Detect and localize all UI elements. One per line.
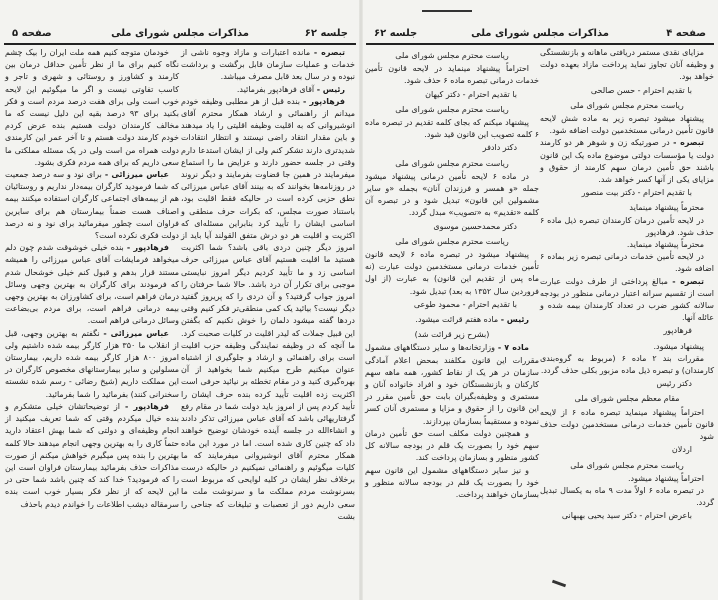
paragraph — [365, 63, 539, 87]
speaker-name: تبصره - — [673, 138, 704, 148]
paragraph-text: احتراماً پیشنهاد میشود. — [628, 473, 704, 483]
session-number: جلسه ۶۲ — [374, 28, 418, 39]
paragraph-text: با تقدیم احترام - دکتر کیهان — [425, 89, 517, 99]
signature-line — [365, 221, 539, 233]
paragraph-text: احتراماً پیشنهاد مینماید تبصره ماده ۶ از لایحه قانون تأمین خدمات درمانی مستخدمین دولت حذف شود — [540, 407, 714, 442]
paragraph — [540, 239, 714, 251]
signature-line — [365, 142, 539, 154]
paragraph-text: و همچنین دولت مکلف است حق تأمین درمان سهم خود را بصورت یک قلم در بودجه سالانه کل کشور منظور و بسازمان پرداخت کند. — [365, 428, 539, 463]
paragraph-text: در صورتیکه زن و شوهر هر دو کارمند دولت یا مؤسسات دولتی موضوع ماده یک این قانون باشند حق تأمین درمان سهم کارمند از حقوق و مزایای یکی از آنها کسر خواهد شد. — [540, 138, 714, 185]
paragraph-text: مقررات بند ۲ ماده ۶ (مربوط به گروه‌بندی کارمندان) و تبصره ذیل ماده مزبور بکلی حذف گردد. — [540, 353, 714, 376]
address-heading — [365, 236, 539, 248]
page-number: صفحه ۵ — [12, 28, 52, 39]
paragraph-text: مقام معظم مجلس شورای ملی — [574, 394, 680, 404]
address-heading — [365, 158, 539, 170]
address-heading — [540, 100, 714, 112]
page-number: صفحه ۴ — [666, 28, 706, 39]
paragraph — [365, 171, 539, 220]
address-heading — [540, 460, 714, 472]
address-heading — [365, 329, 539, 341]
paragraph-text: با تقدیم احترام - حسن صالحی — [590, 85, 692, 95]
paragraph-text: پیشنهاد میشود تبصره زیر به ماده شش لایحه قانون تأمین درمانی مستخدمین دولت اضافه شود. — [540, 114, 714, 136]
paragraph-text: در لایحه تأمین خدمات درمانی تبصره زیر بماده ۶ اضافه شود. — [540, 252, 714, 274]
text-column-right — [540, 47, 714, 526]
text-column-left — [365, 47, 539, 501]
paragraph — [540, 341, 714, 353]
signature-line — [540, 187, 714, 199]
speaker-name: رئیس - — [500, 315, 529, 325]
paragraph-text: نگفتم به بهترین وجهی، قبل از انقلاب ما ۳۵۰ هزار کارگر بیمه شده داشتیم ولی امروز ۸۰۰ هزار کارگر بیمه شده داریم، بیمارستان مسلولین و سایر بیمارستانهای مخصوص کارگران در این مملکت داریم (شیخ رضائی - رسم شده نشسته سخنرانی کنند) بفرمائید را شما بفرمائید. — [5, 328, 179, 399]
paragraph-text: پیشنهاد میکنم که بجای کلمه تقدیم در تبصره ماده ۶ کلمه تصویب این قانون قید شود. — [365, 118, 539, 140]
paragraph-text: ریاست محترم مجلس شورای ملی — [395, 104, 509, 114]
paragraph-text: وزارتخانه‌ها و سایر دستگاههای مشمول مقررات این قانون مکلفند بمحض اعلام آمادگی سازمان در هر یک از نقاط کشور، همه ماهه سهم کارکنان و بازنشستگان خود و افراد خانواده آنان و مستمری و وظیفه‌بگیران بابت حق تأمین مقرر در این قانون را از حقوق و مزایا و مستمری آنان کسر نموده و مستقیماً بسازمان بپردازند. — [365, 343, 539, 426]
paragraph-text: پیشنهاد میشود. — [653, 341, 704, 351]
paragraph-text: برای نود و سه درصد جمعیت که شما فرمودید کارگران بیمه‌دار نداریم و روستائیان هم از بیمه‌های اجتماعی کارگران استفاده میکنند بیمه اصناف هست ضمناً بیمارستان هم برای سایرین فراوان است چطور میفرمائید برای نود و نه درصد دولت فکری نکرده است؟ — [5, 170, 179, 241]
paragraph — [5, 328, 179, 401]
paragraph-text: بنده قبل از هر مطلبی وظیفه خودم میدانم از راهنمائی و ارشاد همکار محترم آقای انوشیروانی که به اقلیت وظیفه اقلیتی را یاد میدهند و باین مقدار انتقاد راضی نیستند و انتظار انتقادات شدیدتری دارند تشکر کنم ولی از ایشان استدعا دارم وقتی در جلسه حضور دارند و عرایض ما را استماع میفرمایند در همین جا قضاوت بفرمایند و دیگر نروند در روزنامه‌ها بخوانند که به بینند آقای عباس میرزائی نطق حزبی کرده است در حالیکه فقط اقلیت بود، باستناد صورت مجلس، که بکرات حرف منطقی و اساسی ایشان را تأیید کرد بنابراین مسئله‌ای که اکثریت و اقلیت هر دو درش متفق القولند آیا باید از امروز دیگر چنین دردی باقی باشد؟ شما اکثریت هستید ما اقلیت هستیم آقای عباس میرزائی حرف اساسی زد و ما تأیید کردیم دیگر امروز نبایستی موجبی برای تکرار آن درد باشد. حالا شما حرفتان را امروز جواب گرفتید؟ و آن دردی را که پریروز گفتید دیگر نیست؟ بیائید یک کمی منطقی‌تر فکر کنیم وقتی دردها گفته میشود دلمان را خوش نکنیم که بگفتن این قبیل جملات که لیدر اقلیت در کلیات صحبت کرد. ما آنچه که در وظیفه نمایندگی وظیفه حزب اقلیت است برای راهنمائی و ارشاد و جلوگیری از اشتباه عنوان میکنیم طرح میکنیم شما بخواهید از آن بهره‌گیری کنید و در مقام تخطئه بر نیائید حرفی است اکثریت زده اقلیت تأیید کرده بنده حرف ایشان را تأیید کردم پس از امروز باید دولت شما در مقام رفع گرفتاریهائی باشد که آقای عباس میرزائی تذکر دادند و انشاءالله در جلسه آینده خودشان توضیح خواهند داد که چنین کاری شده است. اما در مورد این ماده همکار محترم آقای انوشیروانی میفرمایند که ما کلیات میگوئیم و راهنمائی نمیکنیم در حالیکه درست برخلاف نظر ایشان در کلیه لوایحی که مربوط است بسرنوشت مردم مملکت ما و سرنوشت ملت ما سعی داریم دور از تعصبات و تبلیغات که جناحی را بشت — [181, 96, 355, 521]
paragraph-text: از توضیحاتشان خیلی متشکرم و بنده خیال میکردم وقتی که شما تعریف میکنید از انجام وظیفه‌ای و دولتی که شما بهش اعتقاد دارید حتماً کاری را به بهترین وجهی انجام میدهند حالا کلمه بهترین را بنده پس میگیرم خواهش میکنم از صورت مذاکرات حذف بفرمائید بیمارستان فراوان است این را که فرمودید؟ خدا کند که چنین باشد شما حتی در این لایحه که از نظر فکر بسیار خوب است بنده سرمقاله دیشب اطلاعات را خواندم دیدم باحذف — [5, 401, 179, 509]
book-gutter — [359, 0, 363, 600]
paragraph — [540, 137, 714, 186]
paragraph-text: ریاست محترم مجلس شورای ملی — [395, 51, 509, 60]
paragraph — [540, 276, 714, 325]
paragraph — [540, 485, 714, 509]
speaker-name: تبصره - — [313, 48, 345, 57]
signature-line — [540, 378, 714, 390]
speaker-name: رئیس - — [316, 84, 345, 94]
paragraph — [5, 47, 179, 169]
paragraph — [365, 249, 539, 298]
paragraph — [5, 169, 179, 242]
paragraph — [540, 47, 714, 84]
paragraph-text: فرهادپور — [663, 326, 692, 336]
paragraph-text: ریاست محترم مجلس شورای ملی — [570, 100, 684, 110]
session-number: جلسه ۶۲ — [304, 28, 348, 39]
paragraph — [5, 401, 179, 511]
paragraph-text: دکتر محمدحسین موسوی — [433, 221, 517, 231]
paragraph-text: با تقدیم احترام - محمود طوعی — [413, 299, 517, 309]
signature-line — [365, 299, 539, 311]
speaker-name: فرهادپور - — [302, 96, 345, 106]
address-heading — [365, 104, 539, 116]
paragraph — [540, 251, 714, 275]
paragraph-text: محترماً پیشنهاد مینماید — [629, 203, 704, 213]
paragraph-text: و نیز سایر دستگاههای مشمول این قانون سهم خود را بصورت یک قلم در بودجه سالانه منظور و بسازمان خواهند پرداخت. — [365, 465, 539, 499]
publication-title: مذاکرات مجلس شورای ملی — [471, 28, 609, 39]
page-header — [368, 28, 712, 42]
signature-line — [365, 89, 539, 101]
paragraph — [540, 473, 714, 485]
publication-title: مذاکرات مجلس شورای ملی — [111, 28, 249, 39]
paragraph-text: ماده هفتم قرائت میشود. — [415, 315, 501, 325]
scan-mark — [422, 10, 472, 12]
speaker-name: عباس میرزائی - — [103, 328, 169, 338]
paragraph — [365, 465, 539, 502]
paragraph — [540, 407, 714, 444]
paragraph — [540, 215, 714, 239]
paragraph — [365, 342, 539, 427]
paragraph — [365, 314, 539, 326]
address-heading — [365, 50, 539, 62]
paragraph-text: مزایای نقدی مستمر دریافتی ماهانه و بازنشستگی و وظیفه آنان تجاوز نماید پرداخت مازاد بعهده دولت خواهد بود. — [540, 48, 714, 82]
signature-line — [540, 85, 714, 97]
scan-mark — [552, 580, 566, 588]
paragraph-text: آقای فرهادپور بفرمائید. — [236, 84, 317, 94]
speaker-name: تبصره - — [672, 276, 704, 286]
text-column-left — [5, 47, 179, 511]
speaker-name: عباس میرزائی - — [104, 170, 169, 180]
header-rule — [4, 43, 356, 45]
speaker-name: ماده ۷ - — [497, 343, 529, 353]
paragraph-text: در لایحه تأمین درمان کارمندان تبصره ذیل ماده ۶ حذف شود. فرهادپور — [540, 215, 714, 237]
paragraph-text: ریاست محترم مجلس شورای ملی — [570, 460, 684, 470]
paragraph-text: مانده اعتبارات و مازاد وجوه ناشی از خدمات و عملیات سازمان قابل برگشت و برداشت نبوده و در سال بعد قابل مصرف میباشد. — [181, 48, 355, 82]
text-column-right — [181, 47, 355, 523]
page-header — [6, 28, 354, 42]
paragraph — [5, 242, 179, 327]
paragraph-text: ریاست محترم مجلس شورای ملی — [395, 236, 509, 246]
paragraph — [540, 202, 714, 214]
paragraph-text: (بشرح زیر قرائت شد) — [414, 330, 490, 340]
paragraph-text: در ماده ۶ لایحه تأمین درمانی پیشنهاد میشود جمله «و همسر و فرزندان آنان» بجمله «و سایر مشمولین این قانون» تبدیل شود و در تبصره آن کلمه «تقدیم» به «تصویب» مبدل گردد. — [365, 171, 539, 218]
signature-line — [540, 325, 714, 337]
paragraph-text: باعرض احترام - دکتر سید یحیی بهبهانی — [561, 511, 692, 521]
paragraph-text: بنده خیلی خوشوقت شدم چون دلم میخواهد فرمایشات آقای عباس میرزائی را همیشه مستند قرار بدهم و قبول کنم خیلی خوشحال شدم که فرمودند برای کارگران به بهترین وجهی وسائل درمان فراهم است، برای کشاورزان به بهترین وجهی بیمه درمانی فراهم است، برای مردم بی‌بضاعت وسائل درمانی فراهم است. — [5, 243, 179, 326]
paragraph — [181, 96, 355, 523]
signature-line — [540, 510, 714, 522]
speaker-name: فرهادپور - — [126, 243, 169, 253]
address-heading — [540, 393, 714, 405]
paragraph — [365, 428, 539, 465]
paragraph — [181, 84, 355, 96]
paragraph-text: در تبصره ماده ۶ اولاً مدت ۹ ماه به یکسال تبدیل گردد. — [540, 485, 714, 508]
paragraph-text: محترماً پیشنهاد مینماید. — [626, 240, 704, 250]
paragraph — [540, 353, 714, 377]
paragraph-text: مبالغ پرداختی از طرف دولت عبارت است از تقسیم سرانه اعتبار درمانی منظور در بودجه سالانه کشور ضرب در تعداد کارمندان بیمه شده و عائله آنها. — [540, 276, 714, 323]
speaker-name: فرهادپور - — [124, 401, 169, 411]
paragraph-text: دکتر دادفر — [482, 143, 517, 153]
signature-line — [540, 444, 714, 456]
paragraph-text: اردلان — [671, 445, 692, 455]
paragraph-text: دکتر رئیس — [656, 379, 692, 389]
paragraph-text: خودمان متوجه کنیم همه ملت ایران را بیک چشم نگاه کنیم برای ما از نظر تأمین حداقل درمان بین کارمند و کشاورز و روستائی و شهری و تاجر و کاسب تفاوتی نیست و اگر ما میگوئیم این لایحه خوب است ولی برای هفت درصد مردم است و فکر بکنید برای ۹۳ درصد بقیه این دلیل نیست که ما مخالف کارمندان دولت هستیم بنده عرض کردم خودم کارمند دولت هستم و تا آخر عمر این کارمندی دولت همراه من است ولی در یک مسئله مملکتی ما سعی داریم که برای همه مردم فکری بشود. — [5, 48, 179, 167]
header-rule — [366, 43, 714, 45]
paragraph — [365, 117, 539, 141]
paragraph-text: پیشنهاد میشود در تبصره ماده ۶ لایحه قانون تأمین خدمات درمانی مستخدمین دولت عبارت (نه ماه پس از تقدیم این قانون) به عبارت (از اول فروردین سال ۱۳۵۲ به بعد) تبدیل شود. — [365, 250, 539, 296]
paragraph-text: احتراماً پیشنهاد مینماید در لایحه قانون تأمین خدمات درمانی تبصره ماده ۶ حذف شود. — [365, 64, 539, 86]
paragraph — [540, 113, 714, 137]
paragraph-text: ریاست محترم مجلس شورای ملی — [395, 158, 509, 168]
paragraph — [181, 47, 355, 84]
paragraph-text: با تقدیم احترام - دکتر بیت منصور — [581, 188, 692, 198]
